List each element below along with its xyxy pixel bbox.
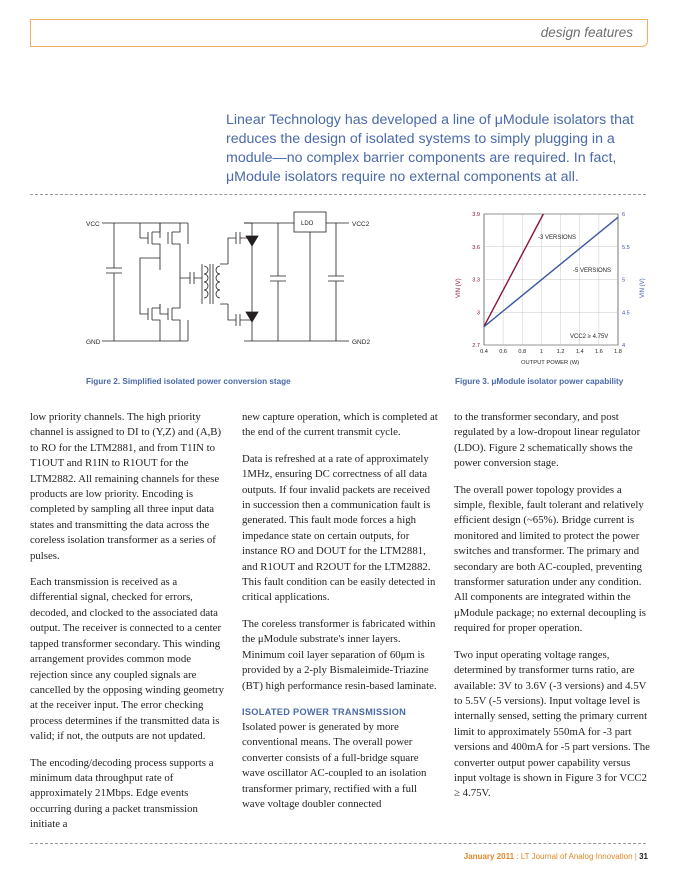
x-tick-label: 1.4 [575,349,584,355]
y-left-tick-label: 3.6 [472,244,480,251]
y-left-tick-label: 3 [476,310,480,317]
col2-para-1: new capture operation, which is completed at the end of the current transmit cycle. [242,411,438,439]
series-label-5v: -5 VERSIONS [573,268,612,274]
section-title: design features [540,25,633,40]
y-axis-label-right: VIN (V) [640,278,646,298]
figure3-caption: Figure 3. μModule isolator power capability [455,377,624,386]
page-number: 31 [639,852,648,861]
y-right-tick-label: 4 [622,343,626,349]
column-1 [30,410,226,844]
bottom-divider [30,843,646,844]
pull-quote: Linear Technology has developed a line of μModule isolators that reduces the design of isolated systems to simply plugging in a module—no complex barrier components are required. In fact, μModule isolators require no external components at all. [226,112,634,185]
y-right-tick-label: 6 [622,212,626,218]
section-header [30,19,648,47]
vcc2-label: VCC2 [352,221,370,228]
x-tick-label: 1.2 [556,349,565,355]
figure2-caption: Figure 2. Simplified isolated power conversion stage [86,377,291,386]
y-left-tick-label: 3.9 [472,212,480,218]
col2-para-4: Isolated power is generated by more conventional means. The overall power converter consists of a full-bridge square wave oscillator AC-coupled to an isolation transformer primary, rectified with a full wave voltage doubler connected [242,720,427,810]
col3-para-2: The overall power topology provides a simple, flexible, fault tolerant and relatively efficient design (~65%). Bridge current is monitored and limited to protect the power switches and transformer. The primary and secondary are both AC-coupled, preventing transformer saturation under any condition. All components are integrated within the μModule package; no external decoupling is required for proper operation. [454,483,646,635]
gnd-label: GND [86,339,101,346]
col2-para-2: Data is refreshed at a rate of approximately 1MHz, ensuring DC correctness of all data outputs. If four invalid packets are received in succession then a communication fault is generated. This fault mode forces a high impedance state on certain outputs, for instance RO and DOUT for the LTM2881, and R1OUT and R2OUT for the LTM2882. This fault condition can be easily detected in critical applications. [242,452,436,604]
x-tick-label: 0.6 [499,349,508,355]
vcc-label: VCC [86,221,100,228]
section-heading: ISOLATED POWER TRANSMISSION [242,706,407,717]
col1-para-3: The encoding/decoding process supports a minimum data throughput rate of approximately 21Mbps. Edge events occurring during a packet transmission initiate a [30,756,214,831]
x-axis-label: OUTPUT POWER (W) [521,360,580,366]
y-axis-label-left: VIN (V) [456,278,462,298]
footer [464,852,648,861]
x-tick-label: 0.4 [480,349,488,355]
x-tick-label: 1.8 [614,349,622,355]
y-left-tick-label: 3.3 [472,277,480,284]
column-2 [242,410,438,823]
x-tick-label: 1 [539,349,543,355]
footer-sep: : [516,852,519,861]
footer-bar: | [634,852,637,861]
col1-para-1: low priority channels. The high priority channel is assigned to DI to (Y,Z) and (A,B) to RO for the LTM2881, and from T1IN to T1OUT and R1IN to R1OUT for the LTM2882. All remaining channels for these products are low priority. Encoding is completed by sampling all three input data states and transmitting the data across the coreless isolation transformer as a series of pulses. [30,411,222,562]
col2-para-3: The coreless transformer is fabricated within the μModule substrate's inner layers. Minimum coil layer separation of 60μm is provided by a 2-ply Bismaleimide-Triazine (BT) high performance resin-based laminate. [242,617,437,692]
y-right-tick-label: 5.5 [622,244,630,251]
y-right-tick-label: 4.5 [622,310,630,317]
gnd2-label: GND2 [352,339,371,346]
ldo-label: LDO [301,221,314,227]
column-3 [454,410,650,813]
col1-para-2: Each transmission is received as a differential signal, checked for errors, decoded, and clocked to the associated data output. The receiver is connected to a center tapped transformer secondary. This winding arrangement provides common mode rejection since any coupled signals are cancelled by the opposing winding geometry at the receiver input. The error checking process determines if the transmitted data is valid; if not, the outputs are not updated. [30,576,224,743]
chart-annotation: VCC2 ≥ 4.75V [570,334,609,340]
series-line-0 [484,214,543,326]
footer-date: January 2011 [463,852,515,861]
x-tick-label: 1.6 [594,349,603,355]
figure2-schematic [84,208,384,358]
col3-para-3: Two input operating voltage ranges, determined by transformer turns ratio, are available: 3V to 3.6V (-3 versions) and 4.5V to 5.5V (-5 versions). Input voltage level is internally sensed, setting the primary current limit to approximately 550mA for -3 part versions and 400mA for -5 part versions. The converter output power capability versus input voltage is shown in Figure 3 for VCC2 ≥ 4.75V. [454,648,650,800]
y-left-tick-label: 2.7 [472,343,480,349]
y-right-tick-label: 5 [622,277,626,284]
x-tick-label: 0.8 [518,349,527,355]
top-divider [30,194,646,195]
col3-para-1: to the transformer secondary, and post regulated by a low-dropout linear regulator (LDO). Figure 2 schematically shows the power conversion stage. [454,411,641,470]
figure3-chart [448,206,658,366]
series-label-3v: -3 VERSIONS [538,235,577,241]
footer-journal: LT Journal of Analog Innovation [520,852,633,861]
